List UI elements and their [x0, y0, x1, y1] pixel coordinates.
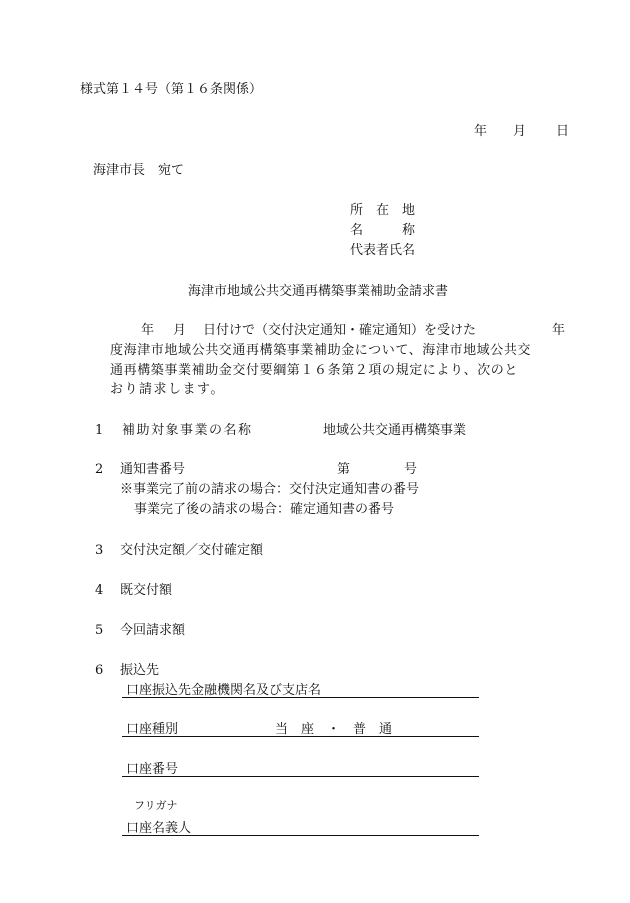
item2-note1: ※事業完了前の請求の場合：交付決定通知書の番号: [120, 482, 420, 497]
date-day: 日: [556, 124, 570, 139]
item2-label: 通知書番号: [120, 462, 186, 477]
applicant-address-label: 所 在 地: [350, 203, 416, 218]
date-year: 年: [474, 124, 488, 139]
item1-label: 補助対象事業の名称: [122, 423, 253, 438]
item2-go: 号: [404, 462, 418, 477]
body-month: 月: [173, 323, 187, 338]
body-line2: 度海津市地域公共交通再構築事業補助金について、海津市地域公共交: [110, 343, 532, 358]
item1-value: 地域公共交通再構築事業: [323, 423, 467, 438]
item1-num: 1: [95, 423, 104, 438]
item3-num: 3: [95, 543, 104, 558]
body-year: 年: [141, 323, 155, 338]
document-title: 海津市地域公共交通再構築事業補助金請求書: [188, 284, 449, 299]
item2-note2: 事業完了後の請求の場合：確定通知書の番号: [134, 502, 395, 517]
account-holder-underline: [122, 835, 479, 836]
body-line4: おり請求します。: [110, 382, 225, 397]
bank-name-label: 口座振込先金融機関名及び支店名: [126, 683, 322, 698]
account-holder-label: 口座名義人: [126, 821, 192, 836]
item5-label: 今回請求額: [120, 623, 186, 638]
date-month: 月: [513, 124, 527, 139]
item3-label: 交付決定額／交付確定額: [120, 543, 264, 558]
applicant-representative-label: 代表者氏名: [350, 243, 416, 258]
account-type-options: 当 座 ・ 普 通: [275, 722, 393, 737]
item4-num: 4: [95, 583, 104, 598]
item4-label: 既交付額: [120, 583, 173, 598]
form-number: 様式第１４号（第１６条関係）: [80, 82, 263, 97]
furigana-label: フリガナ: [134, 799, 178, 812]
applicant-name-label: 名 称: [350, 223, 416, 238]
bank-name-underline: [122, 697, 479, 698]
item6-label: 振込先: [120, 663, 160, 678]
body-line3: 通再構築事業補助金交付要綱第１６条第２項の規定により、次のと: [110, 363, 519, 378]
body-line1-text: 日付けで（交付決定通知・確定通知）を受けた: [203, 323, 477, 338]
account-number-label: 口座番号: [126, 762, 179, 777]
item2-dai: 第: [337, 462, 351, 477]
account-type-underline: [122, 736, 479, 737]
item5-num: 5: [95, 623, 104, 638]
account-number-underline: [122, 776, 479, 777]
item6-num: 6: [95, 663, 104, 678]
body-year2: 年: [552, 323, 566, 338]
addressee: 海津市長 宛て: [93, 163, 185, 178]
account-type-label: 口座種別: [126, 722, 179, 737]
item2-num: 2: [95, 462, 104, 477]
